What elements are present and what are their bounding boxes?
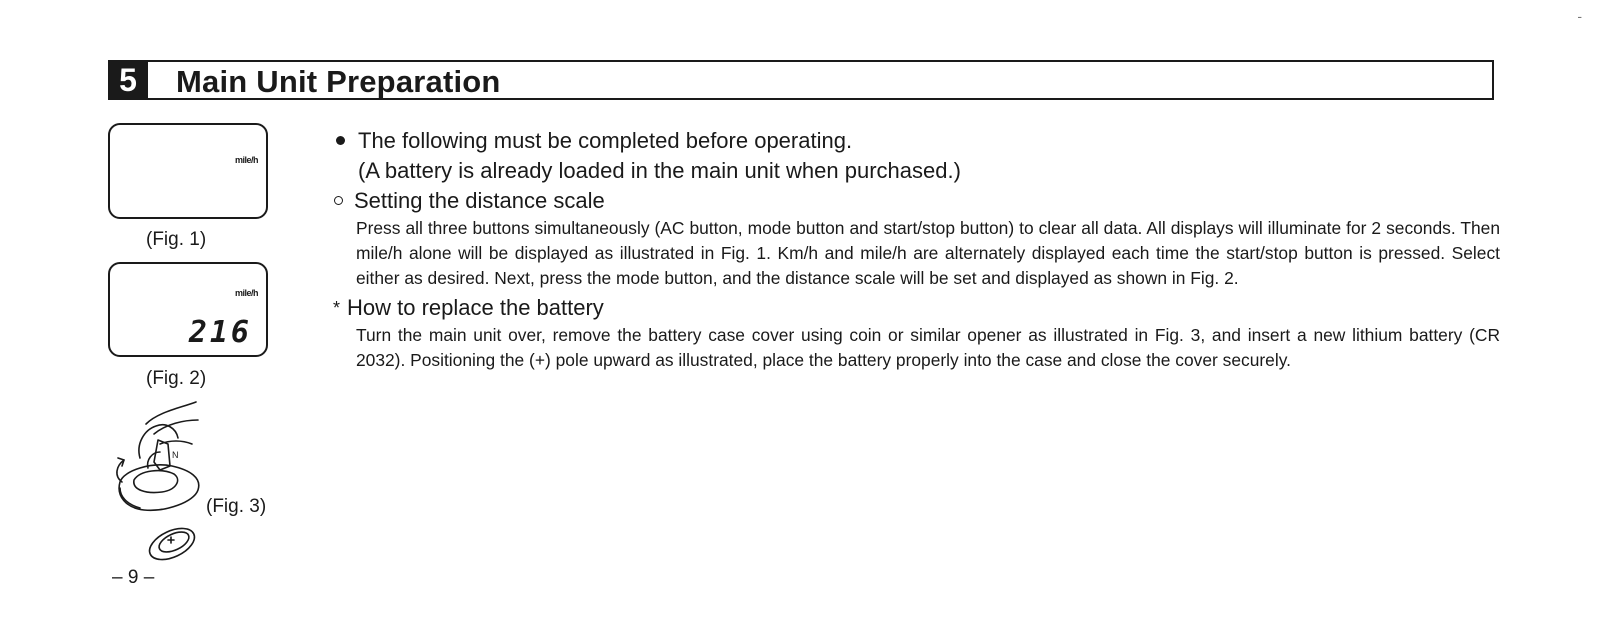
fig1-unit-label: mile/h: [234, 155, 258, 165]
fig2-lcd-display: [108, 262, 268, 357]
svg-text:N: N: [172, 450, 179, 460]
battery-heading: How to replace the battery: [347, 295, 604, 320]
distance-scale-heading: Setting the distance scale: [354, 188, 605, 213]
fig2-caption: (Fig. 2): [146, 368, 207, 389]
main-unit-shape: [119, 465, 199, 510]
battery-case-cover: [134, 471, 178, 493]
page-number: – 9 –: [112, 567, 155, 588]
intro-text: The following must be completed before operating.: [358, 128, 853, 153]
fig1-lcd-display: [108, 123, 268, 219]
distance-scale-heading-row: [332, 187, 1500, 215]
battery-heading-row: [332, 294, 1500, 322]
intro-note: (A battery is already loaded in the main unit when purchased.): [358, 158, 961, 183]
fig2-lcd-digits: 216: [188, 315, 252, 350]
corner-mark: -: [1577, 8, 1582, 24]
section-number-badge: 5: [108, 60, 148, 100]
bullet-circle-icon: [334, 196, 343, 205]
battery-replacement-illustration: [110, 400, 210, 570]
asterisk-icon: *: [333, 298, 341, 318]
lithium-battery: [145, 522, 199, 566]
main-content: [332, 127, 1500, 373]
battery-paragraph: Turn the main unit over, remove the battery case cover using coin or similar opener as illustrated in Fig. 3, and insert a new lithium battery (CR 2032). Positioning the (+) pole upward as illustrated, place the battery properly into the case and close the cover securely.: [356, 325, 1500, 370]
fig2-unit-label: mile/h: [234, 288, 258, 298]
fig1-caption: (Fig. 1): [146, 229, 207, 250]
section-title: Main Unit Preparation: [176, 64, 501, 99]
section-header: [108, 60, 1494, 100]
intro-line: [332, 127, 1500, 155]
bullet-dot-icon: [336, 136, 345, 145]
fig3-caption: (Fig. 3): [206, 496, 267, 517]
distance-scale-paragraph: Press all three buttons simultaneously (AC button, mode button and start/stop button) to clear all data. All displays will illuminate for 2 seconds. Then mile/h alone will be displayed as illustrated in Fig. 1. Km/h and mile/h are alternately displayed each time the start/stop button is pressed. Select either as desired. Next, press the mode button, and the distance scale will be set and displayed as shown in Fig. 2.: [356, 218, 1500, 288]
